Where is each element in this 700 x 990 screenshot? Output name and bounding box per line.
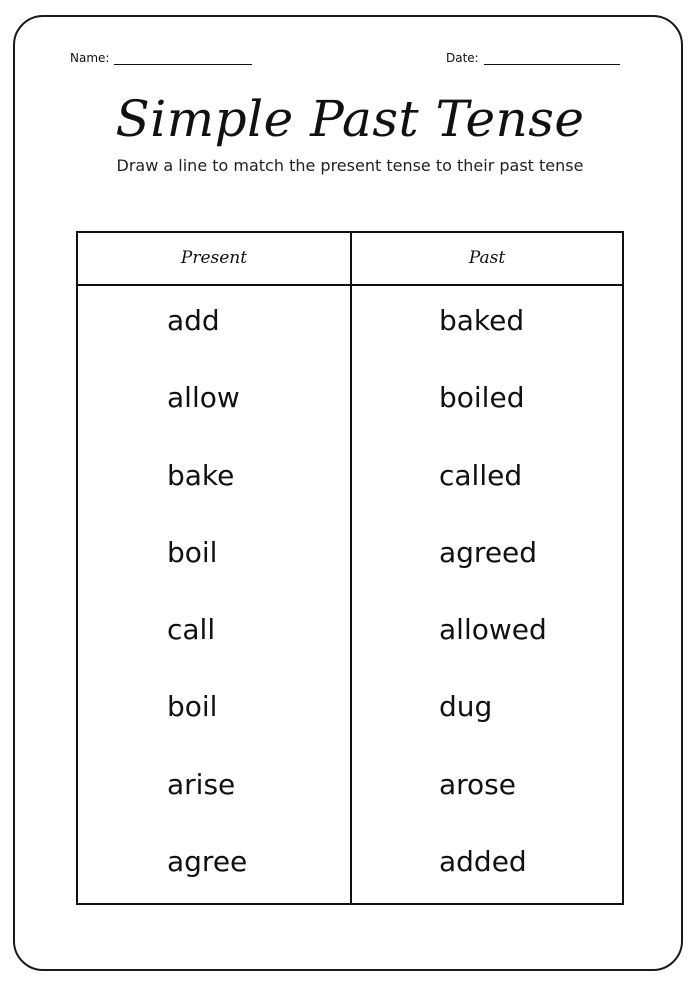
present-word: boil — [167, 690, 218, 724]
name-field — [70, 50, 252, 65]
past-column-header: Past — [468, 248, 506, 268]
date-field — [446, 50, 620, 65]
present-word: boil — [167, 535, 218, 569]
present-column-header: Present — [180, 248, 248, 268]
matching-table — [76, 231, 624, 905]
present-word: agree — [167, 845, 248, 879]
column-divider — [350, 233, 352, 903]
past-word: baked — [439, 304, 525, 337]
present-word: add — [167, 304, 220, 337]
past-word: dug — [439, 690, 493, 724]
instructions: Draw a line to match the present tense to their past tense — [116, 156, 584, 175]
date-blank-line — [484, 50, 620, 65]
past-word: called — [439, 458, 523, 492]
present-word: call — [167, 613, 216, 647]
present-word: bake — [167, 458, 235, 492]
name-label: Name: — [70, 51, 110, 65]
past-word: boiled — [439, 381, 525, 415]
header-divider — [78, 284, 622, 286]
past-word: allowed — [439, 613, 547, 647]
name-blank-line — [114, 50, 252, 65]
past-word-list — [439, 301, 547, 919]
present-word: arise — [167, 767, 236, 801]
past-word: agreed — [439, 535, 538, 569]
present-word-list — [167, 301, 247, 919]
past-word: arose — [439, 767, 516, 801]
present-word: allow — [167, 381, 240, 415]
page-title: Simple Past Tense — [115, 90, 585, 148]
past-word: added — [439, 845, 527, 879]
date-label: Date: — [446, 51, 479, 65]
